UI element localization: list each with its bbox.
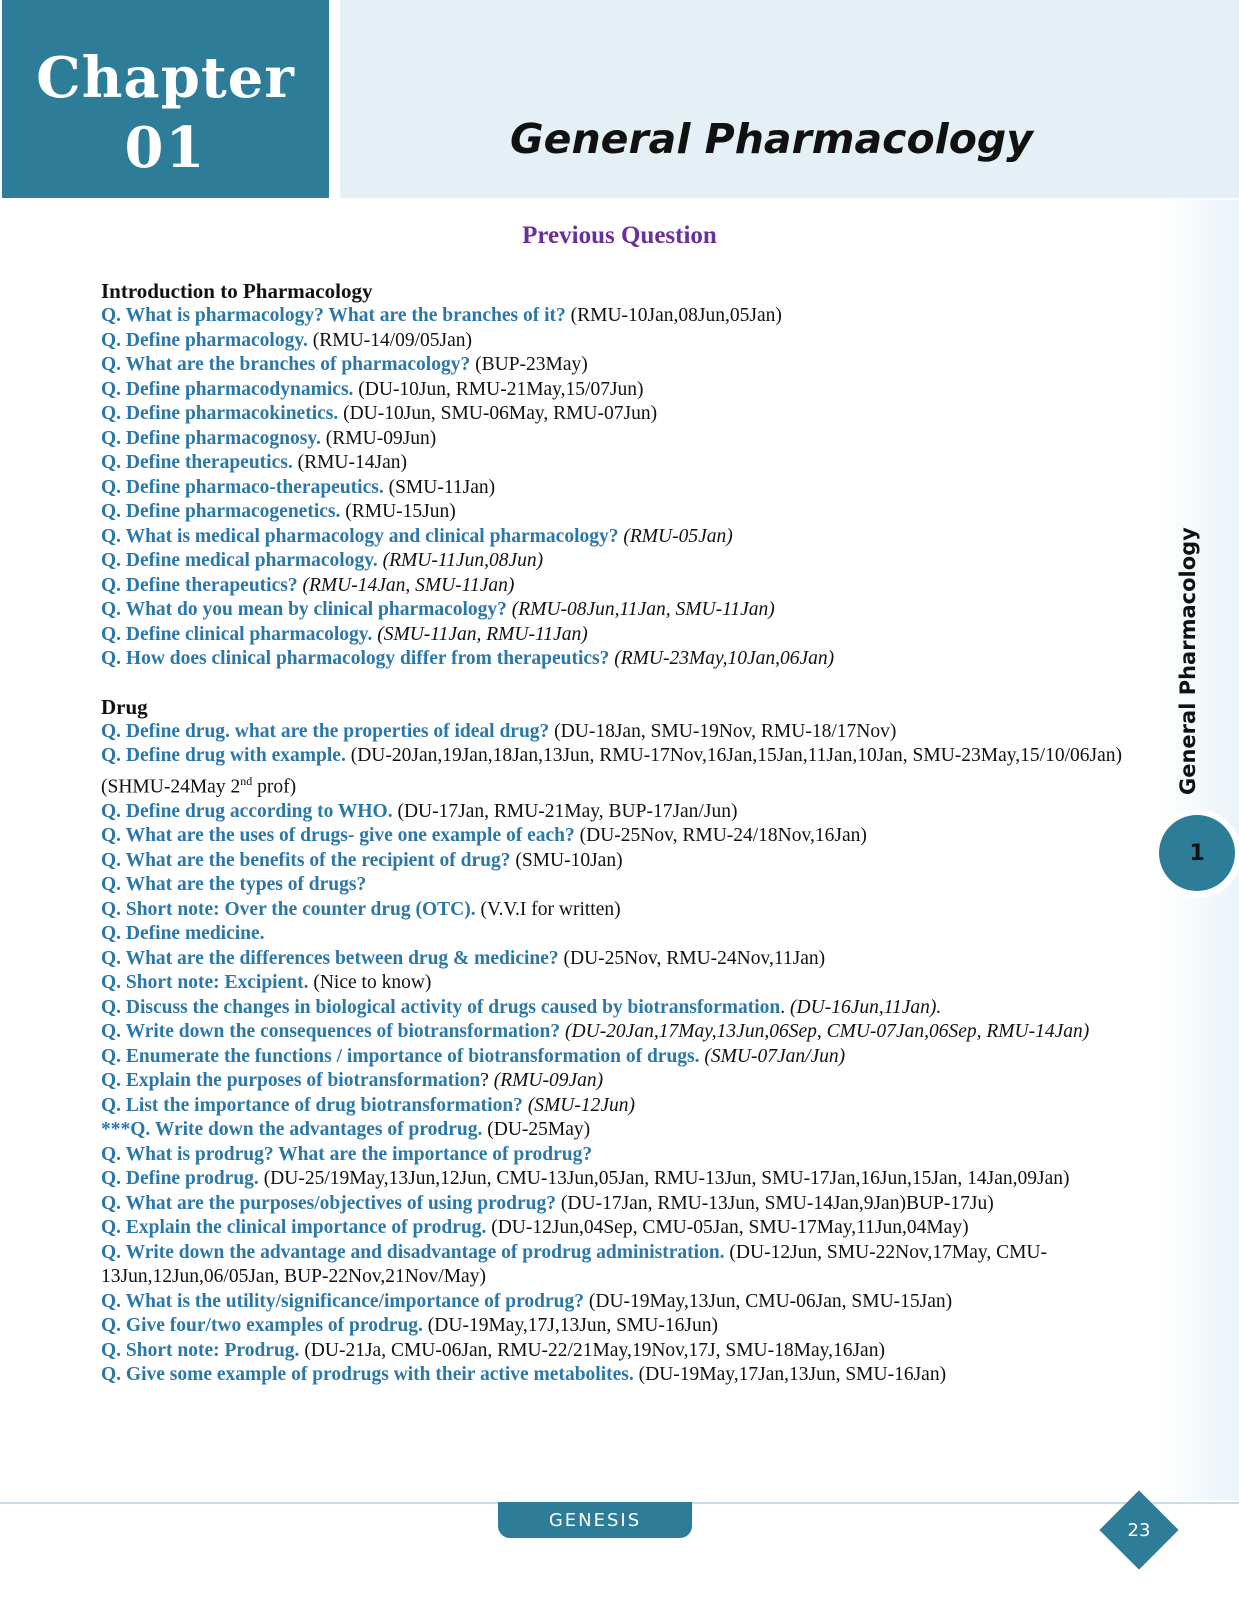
question-item (101, 996, 1126, 1021)
exam-reference: (RMU-09Jun) (320, 427, 437, 449)
exam-reference: (DU-12Jun,04Sep, CMU-05Jan, SMU-17May,11Jun,04May) (486, 1217, 969, 1238)
exam-reference: (BUP-23May) (470, 354, 588, 375)
exam-reference: (DU-25/19May,13Jun,12Jun, CMU-13Jun,05Jan, RMU-13Jun, SMU-17Jan,16Jun,15Jan, 14Jan,09Jan) (258, 1168, 1070, 1189)
question-item (101, 1216, 1126, 1241)
question-text: Q. Explain the purposes of biotransformation (101, 1070, 481, 1091)
question-item (101, 598, 1126, 623)
question-text: Q. Give four/two examples of prodrug. (101, 1315, 423, 1336)
question-item (101, 353, 1126, 378)
side-tab-label: General Pharmacology (1176, 527, 1200, 795)
question-text: Q. What are the purposes/objectives of using prodrug? (101, 1192, 557, 1214)
question-item (101, 947, 1126, 972)
question-text: Q. What are the benefits of the recipient of drug? (101, 849, 511, 871)
question-item (101, 304, 1126, 329)
question-item (101, 720, 1126, 745)
question-text: Q. What is prodrug? What are the importance of prodrug? (101, 1143, 593, 1165)
chapter-label: Chapter (36, 45, 295, 111)
exam-reference: (SMU-10Jan) (510, 849, 623, 871)
question-item (101, 623, 1126, 648)
question-item (101, 1069, 1126, 1094)
question-item (101, 500, 1126, 525)
exam-reference-italic: (SMU-11Jan, RMU-11Jan) (372, 623, 588, 645)
question-text: Q. Define medicine. (101, 923, 265, 944)
exam-reference-italic: (DU-16Jun,11Jan). (785, 996, 942, 1018)
exam-reference: (SMU-11Jan) (383, 476, 496, 498)
exam-reference-italic: (RMU-05Jan) (618, 525, 733, 547)
side-tab-number: 1 (1159, 815, 1235, 891)
question-item (101, 1290, 1126, 1315)
question-item (101, 1192, 1126, 1217)
chapter-number: 01 (124, 115, 207, 181)
exam-reference: (RMU-10Jan,08Jun,05Jan) (565, 305, 782, 326)
exam-reference: (DU-21Ja, CMU-06Jan, RMU-22/21May,19Nov,17J, SMU-18May,16Jan) (299, 1339, 885, 1361)
question-item (101, 549, 1126, 574)
question-text: Q. Define pharmacognosy. (101, 427, 321, 449)
exam-reference: (DU-10Jun, SMU-06May, RMU-07Jun) (338, 403, 658, 424)
exam-reference: (DU-10Jun, RMU-21May,15/07Jun) (353, 378, 644, 400)
question-text: Q. Define drug. what are the properties of ideal drug? (101, 720, 550, 742)
question-item (101, 451, 1126, 476)
question-item (101, 1020, 1126, 1045)
question-text: Q. What are the differences between drug & medicine? (101, 947, 559, 969)
exam-reference: (V.V.I for written) (475, 898, 621, 920)
question-item (101, 378, 1126, 403)
section-spacer (101, 672, 1126, 694)
exam-reference: . (780, 996, 786, 1018)
footer-brand: GENESIS (498, 1502, 692, 1538)
question-item (101, 1314, 1126, 1339)
exam-reference: (Nice to know) (308, 972, 432, 993)
question-text: Q. What is the utility/significance/importance of prodrug? (101, 1290, 584, 1312)
question-text: Q. Short note: Excipient. (101, 972, 309, 993)
question-text: Q. Define pharmacokinetics. (101, 403, 339, 424)
question-text: Q. Define pharmacogenetics. (101, 501, 341, 522)
question-item (101, 1363, 1126, 1388)
exam-reference-italic: (RMU-09Jan) (488, 1070, 604, 1091)
question-text: Q. How does clinical pharmacology differ from therapeutics? (101, 648, 610, 669)
question-list (101, 278, 1126, 1388)
question-item (101, 476, 1126, 501)
exam-reference: (RMU-14/09/05Jan) (307, 329, 473, 351)
question-text: Q. Short note: Over the counter drug (OTC). (101, 898, 476, 920)
question-item (101, 647, 1126, 672)
exam-reference: (DU-18Jan, SMU-19Nov, RMU-18/17Nov) (549, 720, 897, 742)
exam-reference: prof) (252, 776, 297, 797)
question-text: Q. Discuss the changes in biological activity of drugs caused by biotransformation (101, 996, 781, 1018)
exam-reference: (DU-19May,17Jan,13Jun, SMU-16Jan) (633, 1364, 947, 1385)
question-text: Q. What are the types of drugs? (101, 874, 367, 895)
question-text: ***Q. Write down the advantages of prodrug. (101, 1119, 483, 1140)
exam-reference: (RMU-14Jan) (292, 452, 407, 473)
question-text: Q. Define clinical pharmacology. (101, 623, 373, 645)
exam-reference: (RMU-15Jun) (340, 501, 456, 522)
question-item (101, 1143, 1126, 1168)
question-item (101, 1094, 1126, 1119)
question-text: Q. Define therapeutics. (101, 452, 293, 473)
question-text: Q. Write down the consequences of biotransformation? (101, 1021, 561, 1042)
question-text: Q. Write down the advantage and disadvantage of prodrug administration. (101, 1241, 725, 1263)
question-text: Q. What are the uses of drugs- give one example of each? (101, 825, 575, 846)
exam-reference: (DU-19May,17J,13Jun, SMU-16Jun) (422, 1315, 718, 1336)
exam-reference: (DU-20Jan,19Jan,18Jan,13Jun, RMU-17Nov,16Jan,15Jan,11Jan,10Jan, SMU-23May,15/10/06Jan) (SHMU-24May 2 (101, 745, 1122, 797)
question-item (101, 1339, 1126, 1364)
question-text: Q. List the importance of drug biotransformation? (101, 1094, 523, 1116)
question-text: Q. Give some example of prodrugs with their active metabolites. (101, 1364, 634, 1385)
page-number: 23 (1127, 1519, 1151, 1541)
exam-reference: (DU-17Jan, RMU-21May, BUP-17Jan/Jun) (392, 800, 738, 822)
question-text: Q. Short note: Prodrug. (101, 1339, 300, 1361)
question-item (101, 849, 1126, 874)
chapter-box (2, 0, 329, 198)
question-item (101, 971, 1126, 996)
question-text: Q. Define medical pharmacology. (101, 550, 378, 571)
question-item (101, 873, 1126, 898)
question-item (101, 574, 1126, 599)
header-band (340, 0, 1239, 198)
exam-reference-italic: (RMU-14Jan, SMU-11Jan) (297, 574, 515, 596)
question-item (101, 525, 1126, 550)
question-text: Q. Define drug according to WHO. (101, 800, 393, 822)
question-text: Q. Define pharmacology. (101, 329, 308, 351)
question-item (101, 922, 1126, 947)
exam-reference: (DU-25Nov, RMU-24Nov,11Jan) (558, 947, 826, 969)
section-heading: Drug (101, 694, 148, 719)
question-text: Q. Define drug with example. (101, 745, 346, 766)
question-item (101, 800, 1126, 825)
question-text: Q. Define pharmaco-therapeutics. (101, 476, 384, 498)
section-heading: Introduction to Pharmacology (101, 279, 373, 303)
question-item (101, 744, 1126, 800)
exam-reference: ? (480, 1070, 489, 1091)
question-text: Q. Explain the clinical importance of prodrug. (101, 1217, 487, 1238)
section-subtitle: Previous Question (522, 222, 717, 249)
question-item (101, 898, 1126, 923)
question-item (101, 1118, 1126, 1143)
question-text: Q. Define prodrug. (101, 1168, 259, 1189)
exam-reference: (DU-25May) (482, 1119, 591, 1140)
exam-reference: (DU-12Jun, SMU-22Nov,17May, CMU-13Jun,12Jun,06/05Jan, BUP-22Nov,21Nov/May) (101, 1241, 1048, 1287)
question-text: Q. Enumerate the functions / importance of biotransformation of drugs. (101, 1045, 700, 1067)
exam-reference-italic: (DU-20Jan,17May,13Jun,06Sep, CMU-07Jan,06Sep, RMU-14Jan) (560, 1021, 1090, 1042)
question-item (101, 824, 1126, 849)
question-item (101, 402, 1126, 427)
question-item (101, 1167, 1126, 1192)
question-text: Q. What do you mean by clinical pharmacology? (101, 599, 507, 620)
exam-reference-italic: (SMU-07Jan/Jun) (699, 1045, 846, 1067)
question-text: Q. What is medical pharmacology and clinical pharmacology? (101, 525, 619, 547)
question-text: Q. Define therapeutics? (101, 574, 298, 596)
exam-reference-italic: (RMU-23May,10Jan,06Jan) (609, 648, 835, 669)
question-text: Q. What is pharmacology? What are the branches of it? (101, 305, 566, 326)
exam-reference: (DU-19May,13Jun, CMU-06Jan, SMU-15Jan) (584, 1290, 953, 1312)
question-item (101, 1241, 1126, 1290)
exam-reference-italic: (RMU-11Jun,08Jun) (377, 550, 544, 571)
exam-reference-italic: (SMU-12Jun) (522, 1094, 636, 1116)
chapter-title: General Pharmacology (510, 115, 1033, 163)
question-text: Q. What are the branches of pharmacology? (101, 354, 471, 375)
question-item (101, 1045, 1126, 1070)
question-item (101, 329, 1126, 354)
exam-reference: (DU-25Nov, RMU-24/18Nov,16Jan) (574, 825, 867, 846)
question-text: Q. Define pharmacodynamics. (101, 378, 354, 400)
ordinal-suffix: nd (240, 773, 253, 788)
exam-reference-italic: (RMU-08Jun,11Jan, SMU-11Jan) (506, 599, 775, 620)
exam-reference: (DU-17Jan, RMU-13Jun, SMU-14Jan,9Jan)BUP-17Ju) (556, 1192, 994, 1214)
question-item (101, 427, 1126, 452)
